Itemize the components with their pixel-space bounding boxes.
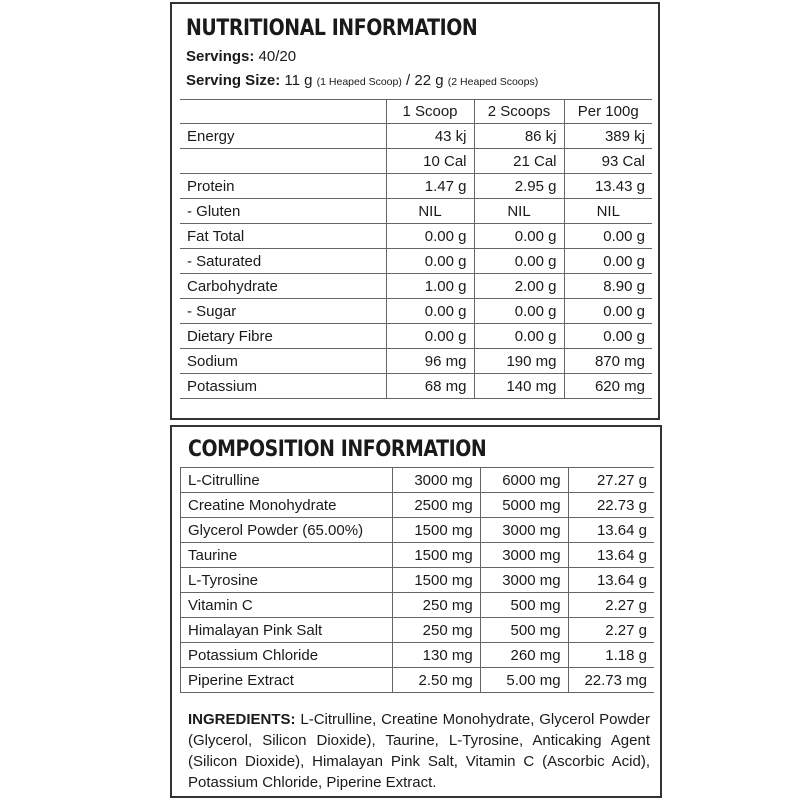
value-cell: 870 mg — [564, 349, 652, 374]
row-label-cell — [180, 149, 386, 174]
row-label-cell: Carbohydrate — [180, 274, 386, 299]
value-cell: 500 mg — [480, 593, 568, 618]
serving-size-label: Serving Size: — [186, 72, 281, 89]
column-header — [180, 100, 386, 124]
composition-panel — [170, 425, 662, 798]
value-cell: 93 Cal — [564, 149, 652, 174]
nutrition-row — [180, 124, 652, 149]
value-cell: 0.00 g — [474, 324, 564, 349]
row-label-cell: L-Tyrosine — [181, 568, 393, 593]
composition-row — [181, 543, 655, 568]
value-cell: 190 mg — [474, 349, 564, 374]
row-label-cell: Taurine — [181, 543, 393, 568]
nutrition-panel — [170, 2, 660, 420]
value-cell: 260 mg — [480, 643, 568, 668]
value-cell: 250 mg — [392, 618, 480, 643]
value-cell: 0.00 g — [386, 299, 474, 324]
value-cell: 2.27 g — [568, 618, 654, 643]
value-cell: 21 Cal — [474, 149, 564, 174]
row-label-cell: Protein — [180, 174, 386, 199]
nutrition-row — [180, 299, 652, 324]
nutrition-row — [180, 174, 652, 199]
row-label-cell: Sodium — [180, 349, 386, 374]
value-cell: 2500 mg — [392, 493, 480, 518]
value-cell: 5000 mg — [480, 493, 568, 518]
value-cell: 2.27 g — [568, 593, 654, 618]
serving-size-one: 11 g — [284, 72, 313, 89]
ingredients-text-block — [188, 709, 650, 793]
ingredients-label: INGREDIENTS: — [188, 711, 296, 728]
serving-size-two: 22 g — [414, 72, 444, 89]
row-label-cell: Glycerol Powder (65.00%) — [181, 518, 393, 543]
value-cell: 130 mg — [392, 643, 480, 668]
composition-row — [181, 618, 655, 643]
row-label-cell: - Saturated — [180, 249, 386, 274]
row-label-cell: Himalayan Pink Salt — [181, 618, 393, 643]
value-cell: NIL — [474, 199, 564, 224]
value-cell: NIL — [386, 199, 474, 224]
value-cell: 10 Cal — [386, 149, 474, 174]
value-cell: 96 mg — [386, 349, 474, 374]
composition-title: COMPOSITION INFORMATION — [188, 437, 487, 462]
value-cell: 0.00 g — [564, 299, 652, 324]
value-cell: 13.64 g — [568, 518, 654, 543]
value-cell: 500 mg — [480, 618, 568, 643]
value-cell: 1500 mg — [392, 568, 480, 593]
value-cell: 0.00 g — [474, 299, 564, 324]
column-header: 2 Scoops — [474, 100, 564, 124]
value-cell: 620 mg — [564, 374, 652, 399]
row-label-cell: Potassium — [180, 374, 386, 399]
value-cell: 250 mg — [392, 593, 480, 618]
value-cell: 0.00 g — [474, 249, 564, 274]
value-cell: 13.64 g — [568, 568, 654, 593]
serving-size-one-note: (1 Heaped Scoop) — [316, 76, 402, 88]
servings-label: Servings: — [186, 48, 255, 65]
composition-row — [181, 593, 655, 618]
nutrition-row — [180, 349, 652, 374]
row-label-cell: Piperine Extract — [181, 668, 393, 693]
value-cell: 3000 mg — [480, 543, 568, 568]
value-cell: 0.00 g — [564, 324, 652, 349]
nutrition-row — [180, 249, 652, 274]
row-label-cell: Dietary Fibre — [180, 324, 386, 349]
value-cell: 68 mg — [386, 374, 474, 399]
value-cell: 2.00 g — [474, 274, 564, 299]
value-cell: 0.00 g — [564, 224, 652, 249]
nutrition-row — [180, 274, 652, 299]
value-cell: 5.00 mg — [480, 668, 568, 693]
value-cell: 1500 mg — [392, 543, 480, 568]
value-cell: 2.50 mg — [392, 668, 480, 693]
value-cell: 140 mg — [474, 374, 564, 399]
value-cell: 6000 mg — [480, 468, 568, 493]
nutrition-row — [180, 374, 652, 399]
value-cell: 13.64 g — [568, 543, 654, 568]
composition-row — [181, 518, 655, 543]
value-cell: 0.00 g — [474, 224, 564, 249]
composition-row — [181, 493, 655, 518]
nutrition-header-row — [180, 100, 652, 124]
value-cell: 389 kj — [564, 124, 652, 149]
value-cell: 3000 mg — [392, 468, 480, 493]
composition-table — [180, 467, 654, 693]
value-cell: 27.27 g — [568, 468, 654, 493]
value-cell: 1500 mg — [392, 518, 480, 543]
row-label-cell: - Sugar — [180, 299, 386, 324]
row-label-cell: Energy — [180, 124, 386, 149]
value-cell: 22.73 mg — [568, 668, 654, 693]
nutrition-row — [180, 324, 652, 349]
value-cell: NIL — [564, 199, 652, 224]
value-cell: 22.73 g — [568, 493, 654, 518]
column-header: Per 100g — [564, 100, 652, 124]
row-label-cell: Vitamin C — [181, 593, 393, 618]
nutrition-table — [180, 99, 652, 399]
row-label-cell: Creatine Monohydrate — [181, 493, 393, 518]
value-cell: 0.00 g — [564, 249, 652, 274]
nutrition-row — [180, 149, 652, 174]
nutrition-row — [180, 224, 652, 249]
row-label-cell: Fat Total — [180, 224, 386, 249]
nutrition-title: NUTRITIONAL INFORMATION — [186, 16, 478, 41]
value-cell: 86 kj — [474, 124, 564, 149]
serving-size-separator: / — [406, 72, 411, 89]
row-label-cell: Potassium Chloride — [181, 643, 393, 668]
value-cell: 0.00 g — [386, 224, 474, 249]
value-cell: 3000 mg — [480, 568, 568, 593]
serving-size-line — [186, 72, 538, 89]
composition-row — [181, 468, 655, 493]
row-label-cell: - Gluten — [180, 199, 386, 224]
nutrition-row — [180, 199, 652, 224]
value-cell: 1.00 g — [386, 274, 474, 299]
servings-value: 40/20 — [258, 48, 297, 65]
value-cell: 1.18 g — [568, 643, 654, 668]
composition-row — [181, 568, 655, 593]
value-cell: 0.00 g — [386, 324, 474, 349]
value-cell: 2.95 g — [474, 174, 564, 199]
composition-row — [181, 668, 655, 693]
composition-row — [181, 643, 655, 668]
value-cell: 43 kj — [386, 124, 474, 149]
servings-line — [186, 48, 296, 65]
value-cell: 13.43 g — [564, 174, 652, 199]
value-cell: 3000 mg — [480, 518, 568, 543]
serving-size-two-note: (2 Heaped Scoops) — [447, 76, 539, 88]
ingredients-list: L-Citrulline, Creatine Monohydrate, Glycerol Powder (Glycerol, Silicon Dioxide), Taurine, L-Tyrosine, Anticaking Agent (Silicon Dioxide), Himalayan Pink Salt, Vitamin C (Ascorbic Acid), Potassium Chloride, Piperine Extract. — [188, 711, 650, 791]
row-label-cell: L-Citrulline — [181, 468, 393, 493]
value-cell: 0.00 g — [386, 249, 474, 274]
column-header: 1 Scoop — [386, 100, 474, 124]
value-cell: 1.47 g — [386, 174, 474, 199]
value-cell: 8.90 g — [564, 274, 652, 299]
